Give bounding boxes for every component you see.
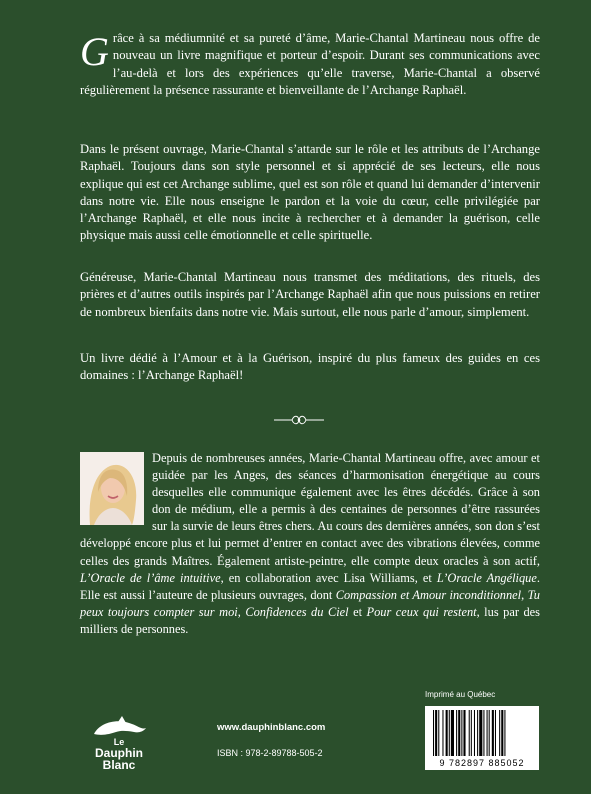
book-title-1: L’Oracle de l’âme intuitive — [80, 570, 221, 585]
page-edge-right — [591, 0, 599, 800]
bio-text-6: et — [348, 604, 367, 619]
isbn: ISBN : 978-2-89788-505-2 — [217, 748, 323, 758]
barcode-bar — [479, 710, 482, 756]
barcode-bar — [456, 710, 457, 756]
barcode-bar — [489, 710, 490, 756]
bio-text-2: , en collaboration avec Lisa Williams, et — [220, 570, 437, 585]
barcode-bar — [492, 710, 494, 756]
barcode-bar — [495, 710, 496, 756]
barcode-bar — [474, 710, 475, 756]
barcode-bar — [501, 710, 503, 756]
book-title-3: Compassion et Amour inconditionnel — [335, 587, 522, 602]
barcode-bar — [435, 710, 437, 756]
bio-text-4: , — [521, 587, 528, 602]
bio-text-3: . Elle est aussi l’auteure de plusieurs ouvrages, dont — [80, 570, 540, 602]
description-paragraph-3: Généreuse, Marie-Chantal Martineau nous transmet des méditations, des rituels, des prières et d’autres outils inspirés par l’Archange Raphaël afin que nous puissions en retirer de nombreux bienfaits dans notre vie. Mais surtout, elle nous parle d’amour, simplement. — [80, 270, 540, 319]
barcode-bar — [446, 710, 448, 756]
barcode-bar — [449, 710, 450, 756]
description-paragraph-1-text: râce à sa médiumnité et sa pureté d’âme, Marie-Chantal Martineau nous offre de nouveau un livre magnifique et porteur d’espoir. Durant ses communications avec l’au-delà et lors des expériences qu’elle traverse, Marie-Chantal a observé régulièrement la présence rassurante et bienveillante de l’Archange Raphaël. — [80, 31, 540, 97]
book-title-4: Tu peux toujours compter sur moi — [80, 587, 540, 619]
book-title-2: L’Oracle Angélique — [436, 570, 537, 585]
publisher-url[interactable]: www.dauphinblanc.com — [217, 722, 326, 733]
description-paragraph-2: Dans le présent ouvrage, Marie-Chantal s’attarde sur le rôle et les attributs de l’Archange Raphaël. Toujours dans son style personnel et si apprécié de ses lecteurs, elle nous explique qui est cet Archange sublime, quel est son rôle et quand lui demander d’intervenir dans notre vie. Elle nous enseigne le pardon et la voie du cœur, celle privilégiée par l’Archange Raphaël, et elle nous incite à rechercher et à demander la guérison, celle physique mais aussi celle émotionnelle et celle spirituelle. — [80, 142, 540, 243]
description-paragraph-1 — [80, 30, 540, 99]
barcode-bar — [463, 710, 465, 756]
barcode-bar — [458, 710, 460, 756]
barcode-bar — [483, 710, 484, 756]
barcode-bar — [487, 710, 488, 756]
book-title-5: Confidences du Ciel — [245, 604, 349, 619]
barcode-number: 9 782897 885052 — [439, 758, 525, 768]
description-paragraph-4: Un livre dédié à l’Amour et à la Guérison, inspiré du plus fameux des guides en ces domaines : l’Archange Raphaël! — [80, 351, 540, 383]
barcode-bar — [469, 710, 470, 756]
ornament-divider-icon — [272, 413, 326, 427]
page-edge-bottom — [0, 794, 599, 800]
barcode-bars-icon — [425, 706, 539, 758]
barcode — [425, 706, 539, 770]
bio-text-5: , — [237, 604, 246, 619]
barcode-bar — [451, 710, 454, 756]
barcode-bar — [471, 710, 472, 756]
bio-text-7: , lus par des milliers de personnes. — [80, 604, 540, 636]
barcode-bar — [504, 710, 505, 756]
author-bio — [80, 450, 540, 638]
barcode-bar — [461, 710, 462, 756]
barcode-bar — [438, 710, 439, 756]
barcode-bar — [477, 710, 478, 756]
book-title-6: Pour ceux qui restent — [366, 604, 477, 619]
printed-in-label: Imprimé au Québec — [425, 690, 496, 699]
publisher-logo-blanc: Blanc — [102, 758, 136, 772]
publisher-logo-le: Le — [113, 737, 125, 747]
barcode-bar — [433, 710, 434, 756]
barcode-bar — [499, 710, 500, 756]
barcode-bar — [442, 710, 443, 756]
publisher-logo-dauphin: Dauphin — [95, 746, 143, 760]
bio-text-1: Depuis de nombreuses années, Marie-Chantal Martineau offre, avec amour et guidée par les Anges, des séances d’harmonisation énergétique au cours desquelles elle communique également avec les êtres décédés. Grâce à son don de médium, elle a permis à des centaines de personnes d’être rassurées sur la survie de leurs êtres chers. Au cours des dernières années, son don s’est développé encore plus et lui permet d’entrer en contact avec des vibrations élevées, comme celles des grands Maîtres. Également artiste-peintre, elle compte deux oracles à son actif, — [80, 451, 540, 568]
author-photo — [80, 452, 144, 525]
drop-cap: G — [80, 29, 109, 74]
